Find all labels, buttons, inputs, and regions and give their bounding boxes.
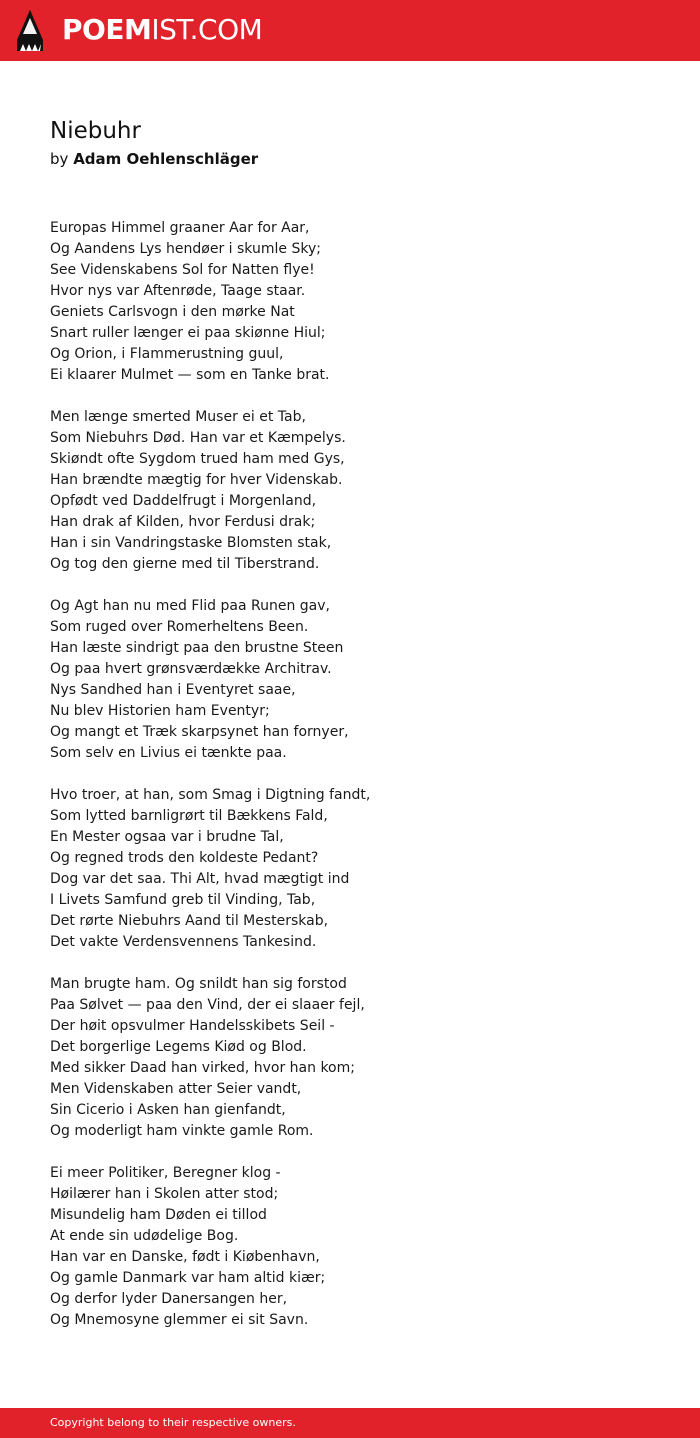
poem-line: Nu blev Historien ham Eventyr; [50,703,270,719]
poem-line: Og paa hvert grønsværdække Architrav. [50,661,332,677]
poem-line: See Videnskabens Sol for Natten flye! [50,262,315,278]
poem-line: Hvor nys var Aftenrøde, Taage staar. [50,283,306,299]
poem-line: Han var en Danske, født i Kiøbenhavn, [50,1249,320,1265]
poem-line: En Mester ogsaa var i brudne Tal, [50,829,284,845]
poem-line: Og tog den gierne med til Tiberstrand. [50,556,320,572]
poem-line: Han læste sindrigt paa den brustne Steen [50,640,344,656]
poem-line: Paa Sølvet — paa den Vind, der ei slaaer fejl, [50,997,365,1013]
poem-line: Hvo troer, at han, som Smag i Digtning fandt, [50,787,371,803]
poem-line: Det borgerlige Legems Kiød og Blod. [50,1039,307,1055]
poem-author: Adam Oehlenschläger [73,150,259,168]
poem-line: Og mangt et Træk skarpsynet han fornyer, [50,724,349,740]
poem-line: Han i sin Vandringstaske Blomsten stak, [50,535,332,551]
poem-line: Der høit opsvulmer Handelsskibets Seil - [50,1018,335,1034]
copyright-notice: Copyright belong to their respective owners. [50,1416,296,1429]
poem-line: At ende sin udødelige Bog. [50,1228,239,1244]
poem-line: Som ruged over Romerheltens Been. [50,619,309,635]
site-footer [0,1408,700,1438]
poem-line: Det vakte Verdensvennens Tankesind. [50,934,317,950]
stanza [50,1163,610,1331]
poem-line: Og Aandens Lys hendøer i skumle Sky; [50,241,321,257]
poem-line: Og Agt han nu med Flid paa Runen gav, [50,598,330,614]
poem-line: Som selv en Livius ei tænkte paa. [50,745,287,761]
poem-line: Som Niebuhrs Død. Han var et Kæmpelys. [50,430,346,446]
poem-line: Ei klaarer Mulmet — som en Tanke brat. [50,367,330,383]
poem-line: Han brændte mægtig for hver Videnskab. [50,472,343,488]
poem-line: Og Orion, i Flammerustning guul, [50,346,284,362]
poem-line: Misundelig ham Døden ei tillod [50,1207,267,1223]
poem-line: Skiøndt ofte Sygdom trued ham med Gys, [50,451,345,467]
poem-body [50,218,610,1352]
stanza [50,785,610,953]
poem-line: Og regned trods den koldeste Pedant? [50,850,319,866]
site-logo[interactable] [62,13,262,47]
poem-line: Og moderligt ham vinkte gamle Rom. [50,1123,314,1139]
logo-bold-text: POEM [62,13,152,46]
poem-line: Høilærer han i Skolen atter stod; [50,1186,279,1202]
poem-line: Det rørte Niebuhrs Aand til Mesterskab, [50,913,329,929]
poem-line: Men Videnskaben atter Seier vandt, [50,1081,302,1097]
poem-byline [50,148,258,170]
poem-line: Sin Cicerio i Asken han gienfandt, [50,1102,286,1118]
stanza [50,407,610,575]
poem-line: Dog var det saa. Thi Alt, hvad mægtigt ind [50,871,350,887]
poem-line: Man brugte ham. Og snildt han sig forstod [50,976,347,992]
poem-line: Han drak af Kilden, hvor Ferdusi drak; [50,514,316,530]
pencil-icon [17,10,43,51]
poem-line: Opfødt ved Daddelfrugt i Morgenland, [50,493,317,509]
poem-line: Som lytted barnligrørt til Bækkens Fald, [50,808,328,824]
poem-line: Geniets Carlsvogn i den mørke Nat [50,304,295,320]
stanza [50,596,610,764]
poem-line: Europas Himmel graaner Aar for Aar, [50,220,310,236]
stanza [50,218,610,386]
logo-light-text: IST.COM [151,13,263,46]
poem-line: Nys Sandhed han i Eventyret saae, [50,682,296,698]
stanza [50,974,610,1142]
poem-line: Og gamle Danmark var ham altid kiær; [50,1270,326,1286]
poem-line: Ei meer Politiker, Beregner klog - [50,1165,281,1181]
poem-line: Med sikker Daad han virked, hvor han kom; [50,1060,355,1076]
poem-line: Og Mnemosyne glemmer ei sit Savn. [50,1312,309,1328]
poem-line: Snart ruller længer ei paa skiønne Hiul; [50,325,326,341]
poem-line: Og derfor lyder Danersangen her, [50,1291,288,1307]
poem-line: I Livets Samfund greb til Vinding, Tab, [50,892,316,908]
site-header [0,0,700,61]
poem-line: Men længe smerted Muser ei et Tab, [50,409,306,425]
byline-prefix: by [50,150,69,168]
poem-title: Niebuhr [50,118,141,144]
